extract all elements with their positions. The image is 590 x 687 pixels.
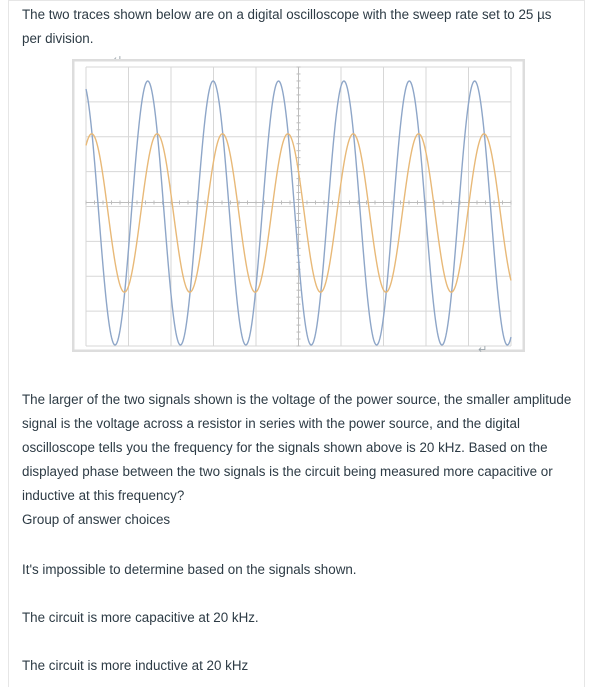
return-arrow-icon: ↵ — [478, 344, 488, 356]
question-intro: The two traces shown below are on a digital oscilloscope with the sweep rate set to 25 µs per division. — [22, 7, 552, 46]
answer-choice-3[interactable]: The circuit is more inductive at 20 kHz — [22, 658, 249, 673]
answer-choice-2[interactable]: The circuit is more capacitive at 20 kHz. — [22, 610, 259, 625]
question-text: The larger of the two signals shown is the voltage of the power source, the smaller amplitude signal is the voltage across a resistor in series with the power source, and the digital oscilloscope tells you the frequency for the signals shown above is 20 kHz. Based on the displayed phase between the two signals is the circuit being measured more capacitive or inductive at this frequency? — [22, 392, 572, 503]
answer-choices-label: Group of answer choices — [22, 512, 171, 527]
oscilloscope-image — [72, 59, 525, 352]
question-body — [22, 388, 582, 532]
oscilloscope-svg — [72, 59, 525, 352]
answer-choice-1[interactable]: It's impossible to determine based on the signals shown. — [22, 562, 357, 577]
